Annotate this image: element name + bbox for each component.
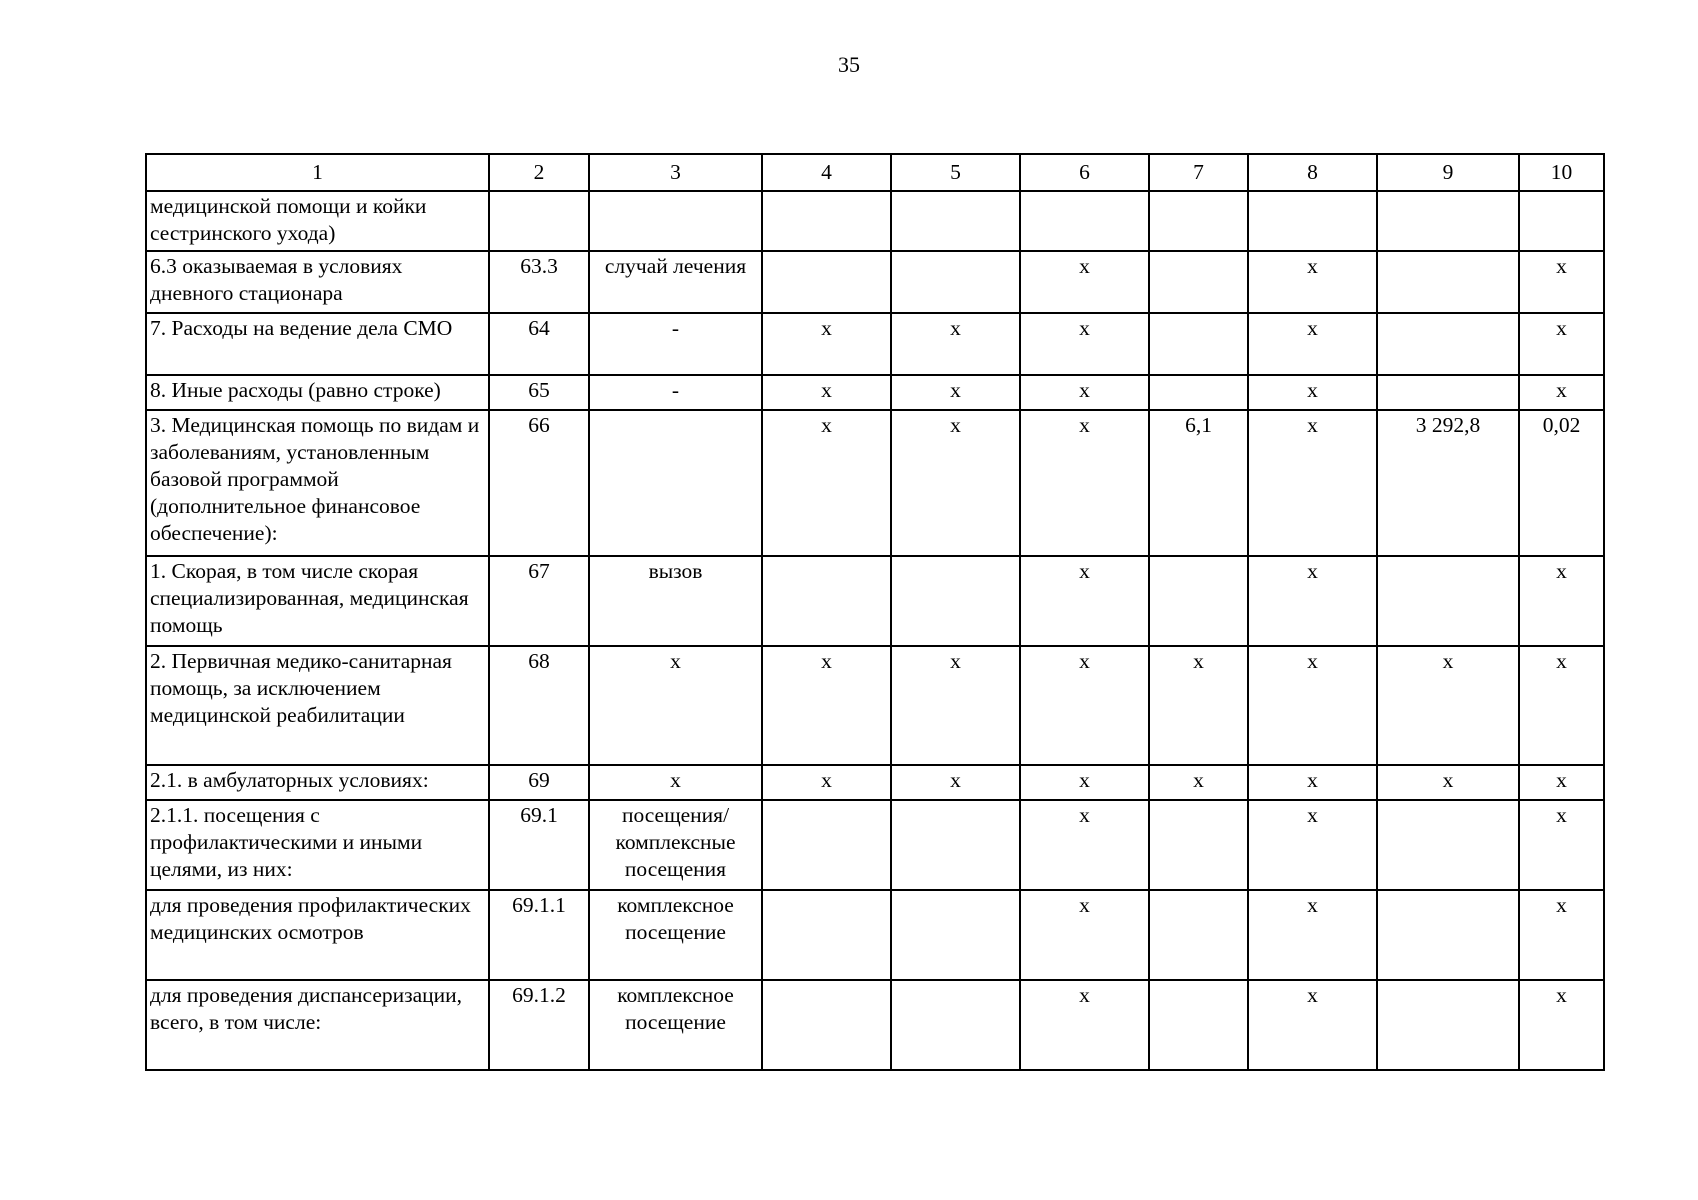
row-cell — [1377, 251, 1519, 313]
table-row — [146, 646, 1604, 765]
table-row — [146, 765, 1604, 800]
header-cell: 3 — [589, 154, 762, 191]
row-cell: х — [891, 375, 1020, 410]
row-cell: х — [1377, 646, 1519, 765]
row-cell — [1149, 890, 1248, 980]
row-cell — [1377, 556, 1519, 646]
row-cell — [1149, 251, 1248, 313]
header-row — [146, 154, 1604, 191]
row-cell: х — [1519, 800, 1604, 890]
row-cell: х — [1149, 646, 1248, 765]
row-cell — [1149, 980, 1248, 1070]
row-cell — [1519, 191, 1604, 251]
row-cell — [1377, 890, 1519, 980]
row-cell — [762, 251, 891, 313]
row-cell: х — [1020, 410, 1149, 556]
table-row — [146, 800, 1604, 890]
row-name: медицинской помощи и койки сестринского ухода) — [146, 191, 489, 251]
table-row — [146, 313, 1604, 375]
row-cell: х — [1519, 375, 1604, 410]
row-cell — [891, 980, 1020, 1070]
row-code: 69.1.2 — [489, 980, 589, 1070]
row-cell: х — [1248, 890, 1377, 980]
row-cell: х — [1519, 980, 1604, 1070]
row-cell: х — [1248, 765, 1377, 800]
data-table — [145, 153, 1605, 1071]
row-cell: х — [1020, 375, 1149, 410]
table-row — [146, 556, 1604, 646]
row-cell — [1020, 191, 1149, 251]
row-cell — [762, 980, 891, 1070]
row-name: для проведения диспансеризации, всего, в том числе: — [146, 980, 489, 1070]
row-cell: х — [762, 646, 891, 765]
row-name: 3. Медицинская помощь по видам и заболеваниям, установленным базовой программой (дополнительное финансовое обеспечение): — [146, 410, 489, 556]
row-cell — [762, 556, 891, 646]
table-row — [146, 980, 1604, 1070]
row-cell: х — [1519, 251, 1604, 313]
row-cell: х — [1020, 251, 1149, 313]
row-unit: х — [589, 765, 762, 800]
row-cell: х — [1248, 410, 1377, 556]
row-cell: х — [891, 646, 1020, 765]
header-cell: 8 — [1248, 154, 1377, 191]
row-cell: х — [1248, 251, 1377, 313]
row-unit — [589, 191, 762, 251]
row-unit: - — [589, 375, 762, 410]
row-cell: 0,02 — [1519, 410, 1604, 556]
row-cell — [1149, 556, 1248, 646]
row-code: 63.3 — [489, 251, 589, 313]
page-number: 35 — [838, 52, 860, 77]
row-code: 66 — [489, 410, 589, 556]
row-cell: х — [1519, 890, 1604, 980]
row-cell: х — [1020, 765, 1149, 800]
row-name: 2.1. в амбулаторных условиях: — [146, 765, 489, 800]
row-cell — [1149, 375, 1248, 410]
header-cell: 4 — [762, 154, 891, 191]
row-cell — [1149, 191, 1248, 251]
row-cell — [762, 800, 891, 890]
row-cell: 6,1 — [1149, 410, 1248, 556]
row-cell: х — [891, 313, 1020, 375]
row-cell: х — [762, 410, 891, 556]
row-cell: х — [891, 765, 1020, 800]
row-unit: комплексное посещение — [589, 890, 762, 980]
row-code: 69 — [489, 765, 589, 800]
row-unit: вызов — [589, 556, 762, 646]
row-code: 65 — [489, 375, 589, 410]
row-cell — [1377, 191, 1519, 251]
row-cell: х — [1149, 765, 1248, 800]
row-cell — [1377, 980, 1519, 1070]
row-cell — [891, 800, 1020, 890]
row-cell: х — [762, 313, 891, 375]
table-row — [146, 251, 1604, 313]
row-cell: х — [1248, 980, 1377, 1070]
row-name: 6.3 оказываемая в условиях дневного стационара — [146, 251, 489, 313]
header-cell: 9 — [1377, 154, 1519, 191]
table-row — [146, 410, 1604, 556]
row-cell: х — [762, 375, 891, 410]
row-code: 69.1 — [489, 800, 589, 890]
row-cell: х — [1020, 646, 1149, 765]
row-cell: х — [1020, 890, 1149, 980]
row-cell: х — [1519, 646, 1604, 765]
row-cell — [891, 251, 1020, 313]
row-cell: х — [1248, 800, 1377, 890]
header-cell: 1 — [146, 154, 489, 191]
row-unit: посещения/ комплексные посещения — [589, 800, 762, 890]
table-row — [146, 375, 1604, 410]
row-cell — [1377, 313, 1519, 375]
row-cell: х — [1377, 765, 1519, 800]
row-unit: комплексное посещение — [589, 980, 762, 1070]
row-cell: х — [1020, 313, 1149, 375]
row-name: 2. Первичная медико-санитарная помощь, за исключением медицинской реабилитации — [146, 646, 489, 765]
row-cell: х — [1020, 980, 1149, 1070]
row-cell — [891, 890, 1020, 980]
row-unit: х — [589, 646, 762, 765]
header-cell: 10 — [1519, 154, 1604, 191]
row-cell: х — [1020, 556, 1149, 646]
header-cell: 7 — [1149, 154, 1248, 191]
row-cell — [1248, 191, 1377, 251]
row-unit: - — [589, 313, 762, 375]
header-cell: 5 — [891, 154, 1020, 191]
table-row — [146, 191, 1604, 251]
row-cell — [891, 191, 1020, 251]
row-cell — [1149, 800, 1248, 890]
header-cell: 2 — [489, 154, 589, 191]
row-cell: х — [1248, 375, 1377, 410]
row-unit — [589, 410, 762, 556]
row-cell: х — [1248, 556, 1377, 646]
row-cell: х — [1519, 313, 1604, 375]
row-name: 1. Скорая, в том числе скорая специализированная, медицинская помощь — [146, 556, 489, 646]
row-cell — [891, 556, 1020, 646]
row-code: 64 — [489, 313, 589, 375]
row-cell — [1377, 800, 1519, 890]
table-row — [146, 890, 1604, 980]
row-cell: 3 292,8 — [1377, 410, 1519, 556]
row-name: 7. Расходы на ведение дела СМО — [146, 313, 489, 375]
row-cell — [1377, 375, 1519, 410]
row-name: для проведения профилактических медицинских осмотров — [146, 890, 489, 980]
row-code: 68 — [489, 646, 589, 765]
row-name: 2.1.1. посещения с профилактическими и иными целями, из них: — [146, 800, 489, 890]
row-unit: случай лечения — [589, 251, 762, 313]
row-cell: х — [762, 765, 891, 800]
row-cell: х — [891, 410, 1020, 556]
row-cell: х — [1248, 646, 1377, 765]
row-cell: х — [1519, 556, 1604, 646]
row-cell — [762, 890, 891, 980]
header-cell: 6 — [1020, 154, 1149, 191]
row-cell: х — [1020, 800, 1149, 890]
row-cell — [762, 191, 891, 251]
row-cell: х — [1248, 313, 1377, 375]
row-cell — [1149, 313, 1248, 375]
row-code — [489, 191, 589, 251]
row-name: 8. Иные расходы (равно строке) — [146, 375, 489, 410]
row-cell: х — [1519, 765, 1604, 800]
row-code: 69.1.1 — [489, 890, 589, 980]
row-code: 67 — [489, 556, 589, 646]
